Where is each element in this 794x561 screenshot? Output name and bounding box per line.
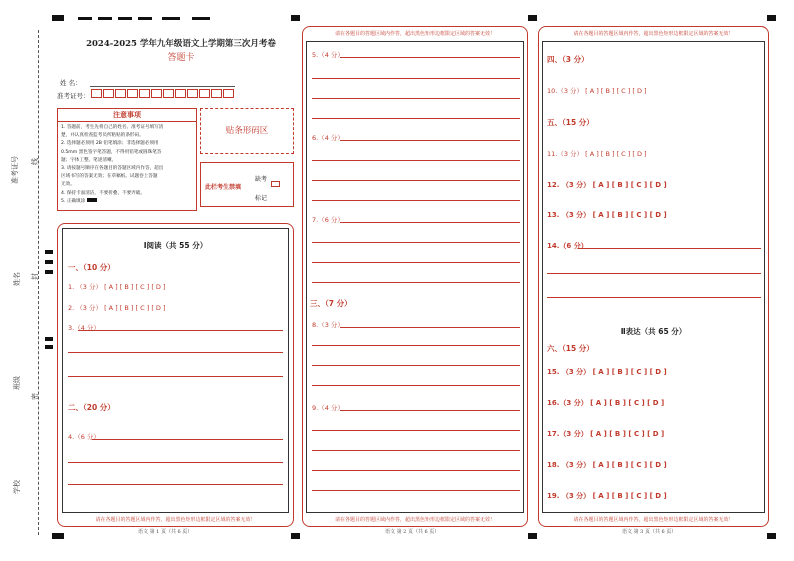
answer-line[interactable]: [92, 439, 283, 440]
absent-box: [200, 162, 294, 207]
question-2-choices[interactable]: [ A ] [ B ] [ C ] [ D ]: [104, 304, 166, 312]
question-4-label: 4.（6 分）: [68, 433, 100, 441]
side-label-mi: 密: [31, 393, 39, 400]
question-15-choices[interactable]: [ A ] [ B ] [ C ] [ D ]: [592, 368, 667, 376]
answer-line[interactable]: [340, 140, 520, 141]
question-12-choices[interactable]: [ A ] [ B ] [ C ] [ D ]: [592, 181, 667, 189]
question-14-label: 14.（6 分）: [547, 242, 588, 250]
registration-mark: [528, 15, 537, 21]
question-1-label: 1. （3 分） [ A ] [ B ] [ C ] [ D ]: [68, 283, 166, 291]
question-15-label: 15. （3 分） [ A ] [ B ] [ C ] [ D ]: [547, 368, 667, 376]
registration-mark: [98, 17, 112, 20]
question-13-label: 13. （3 分） [ A ] [ B ] [ C ] [ D ]: [547, 211, 667, 219]
question-11-choices[interactable]: [ A ] [ B ] [ C ] [ D ]: [585, 150, 647, 158]
side-marker: [45, 250, 53, 254]
answer-line[interactable]: [312, 118, 520, 119]
answer-line[interactable]: [78, 330, 283, 331]
page3-footer: 语文 第 3 页（共 6 页）: [622, 529, 677, 535]
page2-footer: 语文 第 2 页（共 6 页）: [385, 529, 440, 535]
side-label-class: 班级: [13, 376, 21, 390]
instruction-line: 2. 选择题必须用 2B 铅笔填涂；非选择题必须用: [61, 141, 159, 147]
page3-inner-frame: [542, 41, 765, 513]
name-label: 姓 名：: [60, 79, 82, 87]
absent-line2: 标记: [255, 195, 268, 202]
page3-bottom-notice: 请在各题目的答题区域内作答，超出黑色矩形边框限定区域的答案无效！: [573, 517, 734, 523]
exam-id-box[interactable]: [175, 89, 186, 98]
registration-mark: [118, 17, 132, 20]
exam-id-box[interactable]: [139, 89, 150, 98]
exam-id-box[interactable]: [115, 89, 126, 98]
side-label-xian: 线: [31, 158, 39, 165]
answer-line[interactable]: [312, 242, 520, 243]
answer-line[interactable]: [312, 450, 520, 451]
question-7-label: 7.（6 分）: [312, 216, 344, 224]
question-11-label: 11.（3 分） [ A ] [ B ] [ C ] [ D ]: [547, 150, 647, 158]
question-19-label: 19. （3 分） [ A ] [ B ] [ C ] [ D ]: [547, 492, 667, 500]
question-5-label: 5.（4 分）: [312, 51, 344, 59]
instruction-line: 5. 正确填涂: [61, 198, 193, 206]
question-10-label: 10.（3 分） [ A ] [ B ] [ C ] [ D ]: [547, 87, 647, 95]
question-18-label: 18. （3 分） [ A ] [ B ] [ C ] [ D ]: [547, 461, 667, 469]
page1-footer: 语文 第 1 页（共 6 页）: [138, 529, 193, 535]
registration-mark: [52, 533, 64, 539]
instruction-line: 无效。: [61, 182, 75, 188]
registration-mark: [767, 15, 776, 21]
page2-top-notice: 请在各题目的答题区域内作答，超出黑色矩形边框限定区域的答案无效！: [334, 31, 495, 37]
registration-mark: [78, 17, 92, 20]
exam-id-box[interactable]: [223, 89, 234, 98]
page3-top-notice: 请在各题目的答题区域内作答，超出黑色矩形边框限定区域的答案无效！: [573, 31, 734, 37]
reading-part-title: Ⅰ阅读（共 55 分）: [143, 241, 208, 250]
exam-id-box[interactable]: [91, 89, 102, 98]
answer-line[interactable]: [578, 248, 761, 249]
answer-line[interactable]: [312, 78, 520, 79]
answer-line[interactable]: [312, 345, 520, 346]
exam-id-box[interactable]: [211, 89, 222, 98]
question-12-label: 12. （3 分） [ A ] [ B ] [ C ] [ D ]: [547, 181, 667, 189]
exam-id-box[interactable]: [199, 89, 210, 98]
question-8-label: 8.（3 分）: [312, 321, 344, 329]
filled-bubble-sample: [87, 198, 97, 202]
section-4-heading: 四、（3 分）: [547, 55, 589, 64]
answer-line[interactable]: [312, 470, 520, 471]
question-18-choices[interactable]: [ A ] [ B ] [ C ] [ D ]: [592, 461, 667, 469]
instruction-line: 1. 答题前，考生先将自己的姓名、准考证号填写清: [61, 125, 164, 130]
answer-line[interactable]: [312, 262, 520, 263]
binding-dashed-line: [38, 30, 39, 535]
registration-mark: [767, 533, 776, 539]
question-13-choices[interactable]: [ A ] [ B ] [ C ] [ D ]: [592, 211, 667, 219]
instruction-line: 楚，并认真检查监考员所粘贴的条形码。: [61, 133, 144, 139]
answer-line[interactable]: [68, 484, 283, 485]
registration-mark: [528, 533, 537, 539]
question-16-label: 16.（3 分） [ A ] [ B ] [ C ] [ D ]: [547, 399, 665, 407]
side-label-school: 学校: [13, 480, 21, 494]
answer-line[interactable]: [340, 222, 520, 223]
absent-label: 此栏考生禁填: [205, 184, 242, 191]
registration-mark: [291, 533, 300, 539]
answer-line[interactable]: [312, 98, 520, 99]
answer-line[interactable]: [340, 410, 520, 411]
exam-id-box[interactable]: [151, 89, 162, 98]
answer-line[interactable]: [340, 327, 520, 328]
side-marker: [45, 260, 53, 264]
section-2-heading: 二、（20 分）: [68, 403, 115, 412]
answer-line[interactable]: [312, 282, 520, 283]
instructions-title: 注意事项: [58, 109, 196, 122]
side-marker: [45, 345, 53, 349]
side-marker: [45, 337, 53, 341]
section-6-heading: 六、（15 分）: [547, 344, 594, 353]
question-17-label: 17.（3 分） [ A ] [ B ] [ C ] [ D ]: [547, 430, 665, 438]
answer-line[interactable]: [68, 462, 283, 463]
side-label-feng: 封: [31, 273, 39, 280]
answer-line[interactable]: [312, 430, 520, 431]
section-1-heading: 一、（10 分）: [68, 263, 115, 272]
instruction-line: 区域书写的答案无效；在草稿纸、试题卷上答题: [61, 174, 158, 180]
exam-id-boxes[interactable]: [91, 89, 235, 98]
section-3-heading: 三、（7 分）: [310, 299, 352, 308]
answer-line[interactable]: [68, 376, 283, 377]
instruction-line: 4. 保持卡面清洁，不要折叠、不要弄破。: [61, 190, 145, 196]
exam-id-box[interactable]: [163, 89, 174, 98]
question-2-label: 2. （3 分） [ A ] [ B ] [ C ] [ D ]: [68, 304, 166, 312]
question-19-choices[interactable]: [ A ] [ B ] [ C ] [ D ]: [592, 492, 667, 500]
answer-line[interactable]: [312, 200, 520, 201]
page1-bottom-notice: 请在各题目的答题区域内作答，超出黑色矩形边框限定区域的答案无效！: [95, 517, 256, 523]
registration-mark: [192, 17, 210, 20]
answer-line[interactable]: [312, 490, 520, 491]
exam-title: 2024-2025 学年九年级语文上学期第三次月考卷: [86, 39, 276, 49]
answer-line[interactable]: [312, 160, 520, 161]
barcode-area-label: 贴条形码区: [225, 126, 269, 136]
instruction-line: 0.5mm 黑色签字笔答题，不得用铅笔或圆珠笔答: [61, 149, 162, 155]
answer-line[interactable]: [68, 352, 283, 353]
instructions-box: [57, 108, 197, 211]
page2-inner-frame: [306, 41, 524, 513]
barcode-area: [200, 108, 294, 154]
answer-line[interactable]: [547, 297, 761, 298]
side-marker: [45, 270, 53, 274]
exam-id-label: 准考证号：: [57, 92, 90, 100]
absent-checkbox[interactable]: [271, 181, 280, 187]
answer-line[interactable]: [312, 365, 520, 366]
registration-mark: [52, 15, 64, 21]
absent-line1: 缺考: [255, 176, 268, 183]
question-10-choices[interactable]: [ A ] [ B ] [ C ] [ D ]: [585, 87, 647, 95]
registration-mark: [162, 17, 180, 20]
expression-part-title: Ⅱ表达（共 65 分）: [620, 327, 687, 336]
side-label-id: 准考证号: [11, 156, 19, 184]
registration-mark: [138, 17, 152, 20]
exam-id-box[interactable]: [103, 89, 114, 98]
question-9-label: 9.（4 分）: [312, 404, 344, 412]
name-field[interactable]: [90, 86, 235, 87]
section-5-heading: 五、（15 分）: [547, 118, 594, 127]
page2-bottom-notice: 请在各题目的答题区域内作答，超出黑色矩形边框限定区域的答案无效！: [334, 517, 495, 523]
answer-line[interactable]: [312, 180, 520, 181]
instruction-line: 题；字体工整、笔迹清晰。: [61, 157, 117, 163]
question-1-choices[interactable]: [ A ] [ B ] [ C ] [ D ]: [104, 283, 166, 291]
side-label-name: 姓名: [13, 272, 21, 286]
registration-mark: [291, 15, 300, 21]
question-3-label: 3.（4 分）: [68, 324, 100, 332]
answer-sheet-subtitle: 答题卡: [167, 53, 195, 63]
answer-line[interactable]: [547, 273, 761, 274]
answer-line[interactable]: [340, 57, 520, 58]
exam-id-box[interactable]: [127, 89, 138, 98]
answer-line[interactable]: [312, 385, 520, 386]
instruction-line: 3. 请按题号顺序在各题目的答题区域内作答，超出: [61, 166, 164, 172]
question-17-choices[interactable]: [ A ] [ B ] [ C ] [ D ]: [590, 430, 665, 438]
question-16-choices[interactable]: [ A ] [ B ] [ C ] [ D ]: [590, 399, 665, 407]
exam-id-box[interactable]: [187, 89, 198, 98]
question-6-label: 6.（4 分）: [312, 134, 344, 142]
